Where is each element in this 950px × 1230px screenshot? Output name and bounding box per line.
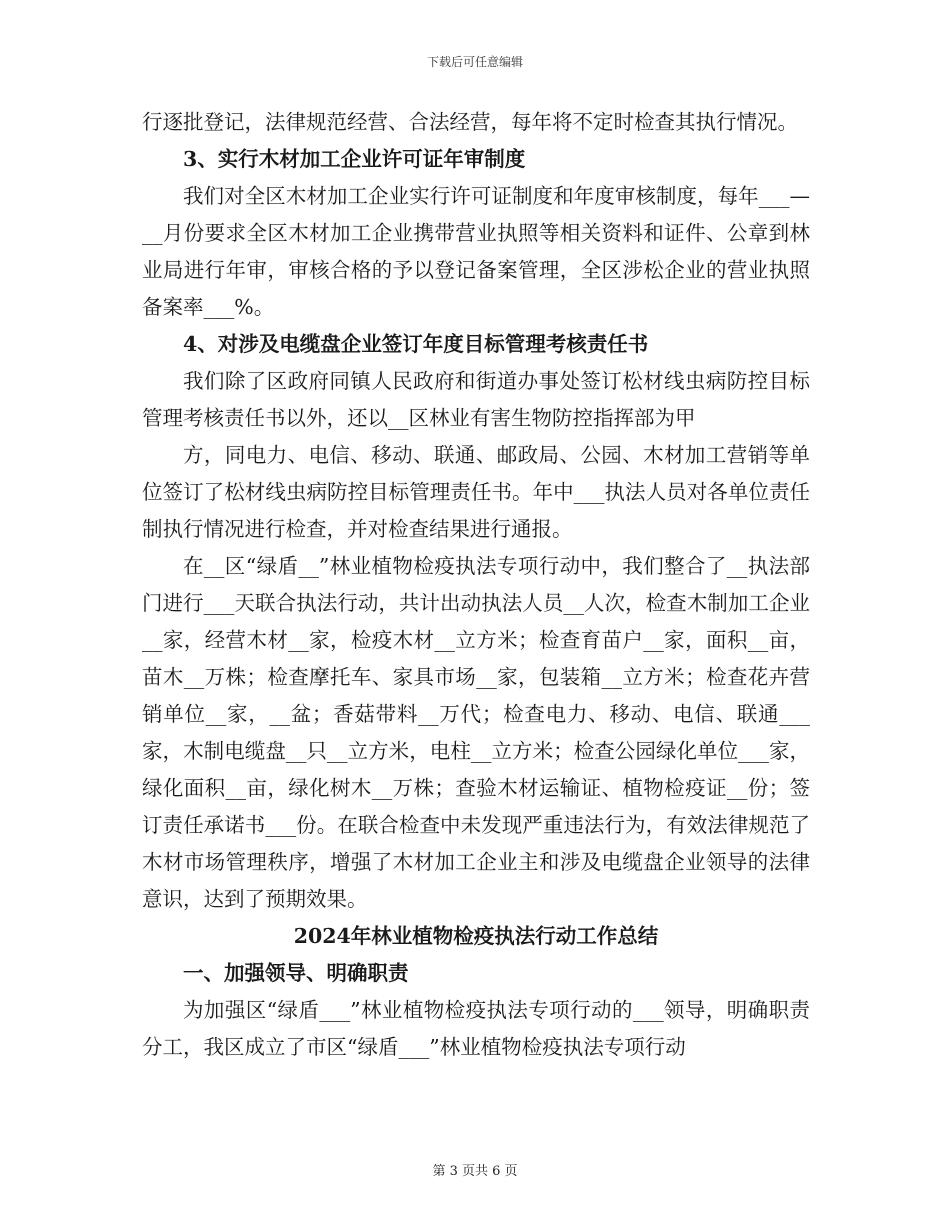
paragraph-leadership: 为加强区“绿盾___”林业植物检疫执法专项行动的___领导，明确职责分工，我区成立了市区“绿盾___”林业植物检疫执法专项行动 [142,998,810,1059]
document-title: 2024年林业植物检疫执法行动工作总结 [293,924,659,948]
paragraph-continuation: 行逐批登记，法律规范经营、合法经营，每年将不定时检查其执行情况。 [142,110,798,134]
page-header: 下载后可任意编辑 [426,55,523,69]
section-heading-4: 4、对涉及电缆盘企业签订年度目标管理考核责任书 [183,332,649,356]
paragraph-license-review: 我们对全区木材加工企业实行许可证制度和年度审核制度，每年___—__月份要求全区木材加工企业携带营业执照等相关资料和证件、公章到林业局进行年审，审核合格的予以登记备案管理，全区涉松企业的营业执照备案率___%。 [142,184,810,319]
page-number: 第 3 页共 6 页 [432,1164,518,1179]
section-heading-leadership: 一、加强领导、明确职责 [183,961,409,985]
document-body [142,104,810,1066]
paragraph-responsibility-1: 我们除了区政府同镇人民政府和街道办事处签订松材线虫病防控目标管理考核责任书以外，还以__区林业有害生物防控指挥部为甲 [142,369,810,430]
paragraph-joint-inspection: 在__区“绿盾__”林业植物检疫执法专项行动中，我们整合了__执法部门进行___天联合执法行动，共计出动执法人员__人次，检查木制加工企业__家，经营木材__家，检疫木材__立方米；检查育苗户__家，面积__亩，苗木__万株；检查摩托车、家具市场__家，包装箱__立方米；检查花卉营销单位__家，__盆；香菇带料__万代；检查电力、移动、电信、联通___家，木制电缆盘__只__立方米，电柱__立方米；检查公园绿化单位___家，绿化面积__亩，绿化树木__万株；查验木材运输证、植物检疫证__份；签订责任承诺书___份。在联合检查中未发现严重违法行为，有效法律规范了木材市场管理秩序，增强了木材加工企业主和涉及电缆盘企业领导的法律意识，达到了预期效果。 [142,554,810,911]
paragraph-responsibility-2: 方，同电力、电信、移动、联通、邮政局、公园、木材加工营销等单位签订了松材线虫病防控目标管理责任书。年中___执法人员对各单位责任制执行情况进行检查，并对检查结果进行通报。 [142,443,810,541]
section-heading-3: 3、实行木材加工企业许可证年审制度 [183,147,526,171]
